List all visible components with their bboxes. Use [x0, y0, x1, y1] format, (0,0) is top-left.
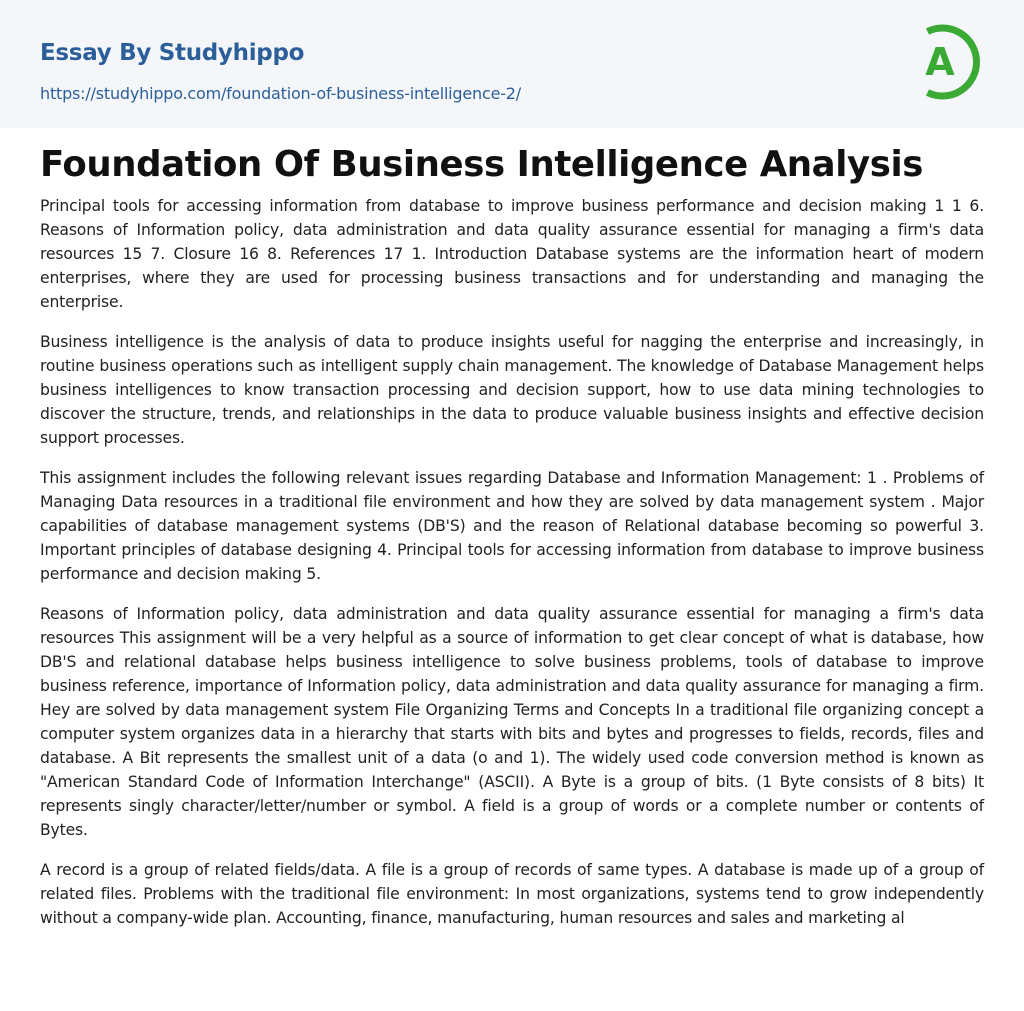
site-brand[interactable]: Essay By Studyhippo	[40, 40, 305, 66]
essay-paragraph: A record is a group of related fields/data. A file is a group of records of same types. A database is made up of a group of related files. Problems with the traditional file environment: In most organizations, systems tend to grow independently without a company-wide plan. Accounting, finance, manufacturing, human resources and sales and marketing al	[40, 861, 984, 927]
source-url-link[interactable]: https://studyhippo.com/foundation-of-business-intelligence-2/	[40, 84, 521, 103]
essay-paragraph: This assignment includes the following relevant issues regarding Database and Information Management: 1 . Problems of Managing Data resources in a traditional file environment and how they are solved by data management system . Major capabilities of database management systems (DB'S) and the reason of Relational database becoming so powerful 3. Important principles of database designing 4. Principal tools for accessing information from database to improve business performance and decision making 5.	[40, 469, 984, 583]
essay-paragraph: Principal tools for accessing information from database to improve business performance and decision making 1 1 6. Reasons of Information policy, data administration and data quality assurance essential for managing a firm's data resources 15 7. Closure 16 8. References 17 1. Introduction Database systems are the information heart of modern enterprises, where they are used for processing business transactions and for understanding and managing the enterprise.	[40, 197, 984, 311]
essay-title: Foundation Of Business Intelligence Analysis	[40, 144, 923, 185]
essay-paragraph: Business intelligence is the analysis of data to produce insights useful for nagging the enterprise and increasingly, in routine business operations such as intelligent supply chain management. The knowledge of Database Management helps business intelligences to know transaction processing and decision support, how to use data mining technologies to discover the structure, trends, and relationships in the data to produce valuable business insights and effective decision support processes.	[40, 333, 984, 447]
essay-body	[40, 194, 984, 946]
page-header	[0, 0, 1024, 128]
logo-letter: A	[925, 40, 955, 84]
studyhippo-logo-icon[interactable]	[912, 18, 988, 106]
essay-paragraph: Reasons of Information policy, data administration and data quality assurance essential for managing a firm's data resources This assignment will be a very helpful as a source of information to get clear concept of what is database, how DB'S and relational database helps business intelligence to solve business problems, tools of database to improve business reference, importance of Information policy, data administration and data quality assurance for managing a firm. Hey are solved by data management system File Organizing Terms and Concepts In a traditional file organizing concept a computer system organizes data in a hierarchy that starts with bits and bytes and progresses to fields, records, files and database. A Bit represents the smallest unit of a data (o and 1). The widely used code conversion method is known as "American Standard Code of Information Interchange" (ASCII). A Byte is a group of bits. (1 Byte consists of 8 bits) It represents singly character/letter/number or symbol. A field is a group of words or a complete number or contents of Bytes.	[40, 605, 984, 839]
